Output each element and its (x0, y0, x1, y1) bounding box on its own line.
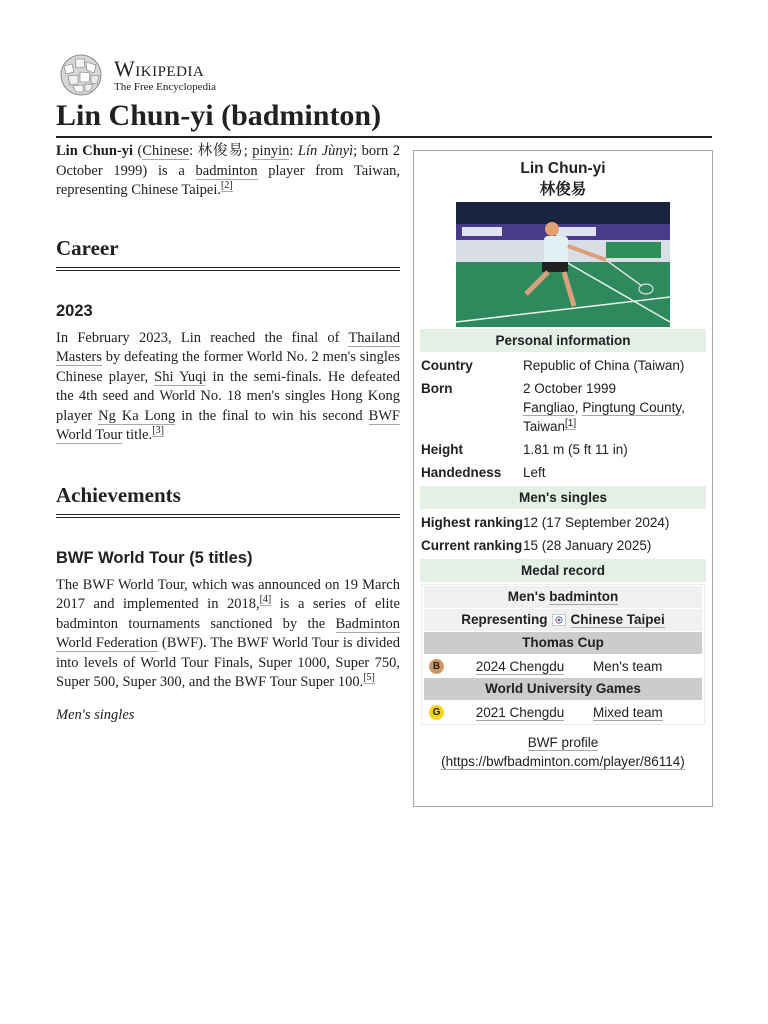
medal-row (424, 655, 702, 677)
infobox-header-personal: Personal information (420, 329, 706, 352)
infobox-row-height: Height 1.81 m (5 ft 11 in) (421, 442, 628, 457)
medal-sport: Men's badminton (424, 586, 702, 608)
medal-competition-world-university-games: World University Games (424, 678, 702, 700)
page-title: Lin Chun-yi (badminton) (56, 97, 712, 138)
bwf-profile-link[interactable]: BWF profile (https://bwfbadminton.com/player/86114) (441, 735, 685, 769)
ng-ka-long-link[interactable]: Ng Ka Long (98, 407, 176, 424)
gold-medal-icon: G (429, 705, 444, 720)
ref-link[interactable]: [4] (259, 594, 272, 606)
infobox-native-name: 林俊易 (539, 181, 587, 198)
lead-name: Lin Chun-yi (56, 143, 134, 159)
fangliao-link[interactable]: Fangliao (523, 400, 575, 415)
infobox-row-highest-ranking: Highest ranking 12 (17 September 2024) (421, 515, 670, 530)
wikipedia-globe-icon[interactable] (56, 54, 106, 96)
infobox-row-born: Born 2 October 1999 Fangliao, Pingtung County, Taiwan[1] (421, 381, 685, 434)
badminton-sport-link[interactable]: badminton (549, 589, 619, 604)
site-header (56, 54, 216, 96)
medal-event-link[interactable]: Mixed team (593, 704, 663, 720)
infobox-row-country: Country Republic of China (Taiwan) (421, 358, 685, 373)
table-caption-mens-singles: Men's singles (56, 706, 135, 723)
lead-paragraph: Lin Chun-yi (Chinese: 林俊易; pinyin: Lín Jùnyì; born 2 October 1999) is a badminton player from Taiwan, representing Chinese Taipei.[2] (56, 143, 400, 198)
pinyin-link[interactable]: pinyin (252, 143, 290, 159)
ref-link[interactable]: [2] (221, 180, 233, 192)
bwf-world-tour-link[interactable]: BWF World Tour (56, 407, 400, 443)
paragraph-2023: In February 2023, Lin reached the final of Thailand Masters by defeating the former World No. 2 men's singles Chinese player, Shi Yuqi in the semi-finals. He defeated the 4th seed and World No. 18 men's singles Hong Kong player Ng Ka Long in the final to win his second BWF World Tour title.[3] (56, 329, 400, 443)
pingtung-county-link[interactable]: Pingtung County (582, 400, 682, 415)
medal-event: Men's team (593, 658, 663, 674)
infobox-name: Lin Chun-yi (520, 160, 606, 177)
section-heading-career: Career (56, 235, 400, 271)
infobox-row-handedness: Handedness Left (421, 465, 546, 480)
chinese-taipei-link[interactable]: Chinese Taipei (570, 612, 665, 627)
bwf-link[interactable]: Badminton World Federation (56, 615, 400, 651)
paragraph-bwf-tour: The BWF World Tour, which was announced on 19 March 2017 and implemented in 2018,[4] is a series of elite badminton tournaments sanctioned by the Badminton World Federation (BWF). The BWF World Tour is divided into levels of World Tour Finals, Super 1000, Super 750, Super 500, Super 300, and the BWF Tour Super 100.[5] (56, 576, 400, 690)
subsection-heading-bwf-tour: BWF World Tour (5 titles) (56, 548, 253, 567)
wordmark-title: Wikipedia (114, 55, 205, 81)
thailand-masters-link[interactable]: Thailand Masters (56, 329, 400, 365)
medal-year-link[interactable]: 2021 Chengdu (475, 704, 565, 720)
infobox-header-medal-record: Medal record (420, 559, 706, 582)
ref-link[interactable]: [3] (152, 425, 164, 437)
medal-row (424, 701, 702, 723)
infobox-footer (420, 733, 706, 771)
bronze-medal-icon: B (429, 659, 444, 674)
section-heading-achievements: Achievements (56, 482, 400, 518)
medal-table (421, 584, 705, 725)
player-photo[interactable] (456, 202, 670, 327)
ref-link[interactable]: [5] (363, 672, 375, 684)
wordmark-tagline: The Free Encyclopedia (114, 80, 217, 93)
article-body (56, 142, 400, 724)
infobox-header-mens-singles: Men's singles (420, 486, 706, 509)
shi-yuqi-link[interactable]: Shi Yuqi (154, 368, 207, 385)
infobox-row-current-ranking: Current ranking 15 (28 January 2025) (421, 538, 652, 553)
infobox (413, 150, 713, 807)
medal-representing: Representing Chinese Taipei (424, 609, 702, 631)
badminton-link[interactable]: badminton (195, 162, 258, 179)
ref-link[interactable]: [1] (565, 417, 577, 429)
chinese-taipei-flag-icon (552, 614, 566, 626)
chinese-link[interactable]: Chinese (142, 143, 190, 159)
subsection-heading-2023: 2023 (56, 301, 93, 320)
medal-competition-thomas-cup: Thomas Cup (424, 632, 702, 654)
medal-year-link[interactable]: 2024 Chengdu (475, 658, 565, 674)
wordmark[interactable] (114, 55, 217, 93)
